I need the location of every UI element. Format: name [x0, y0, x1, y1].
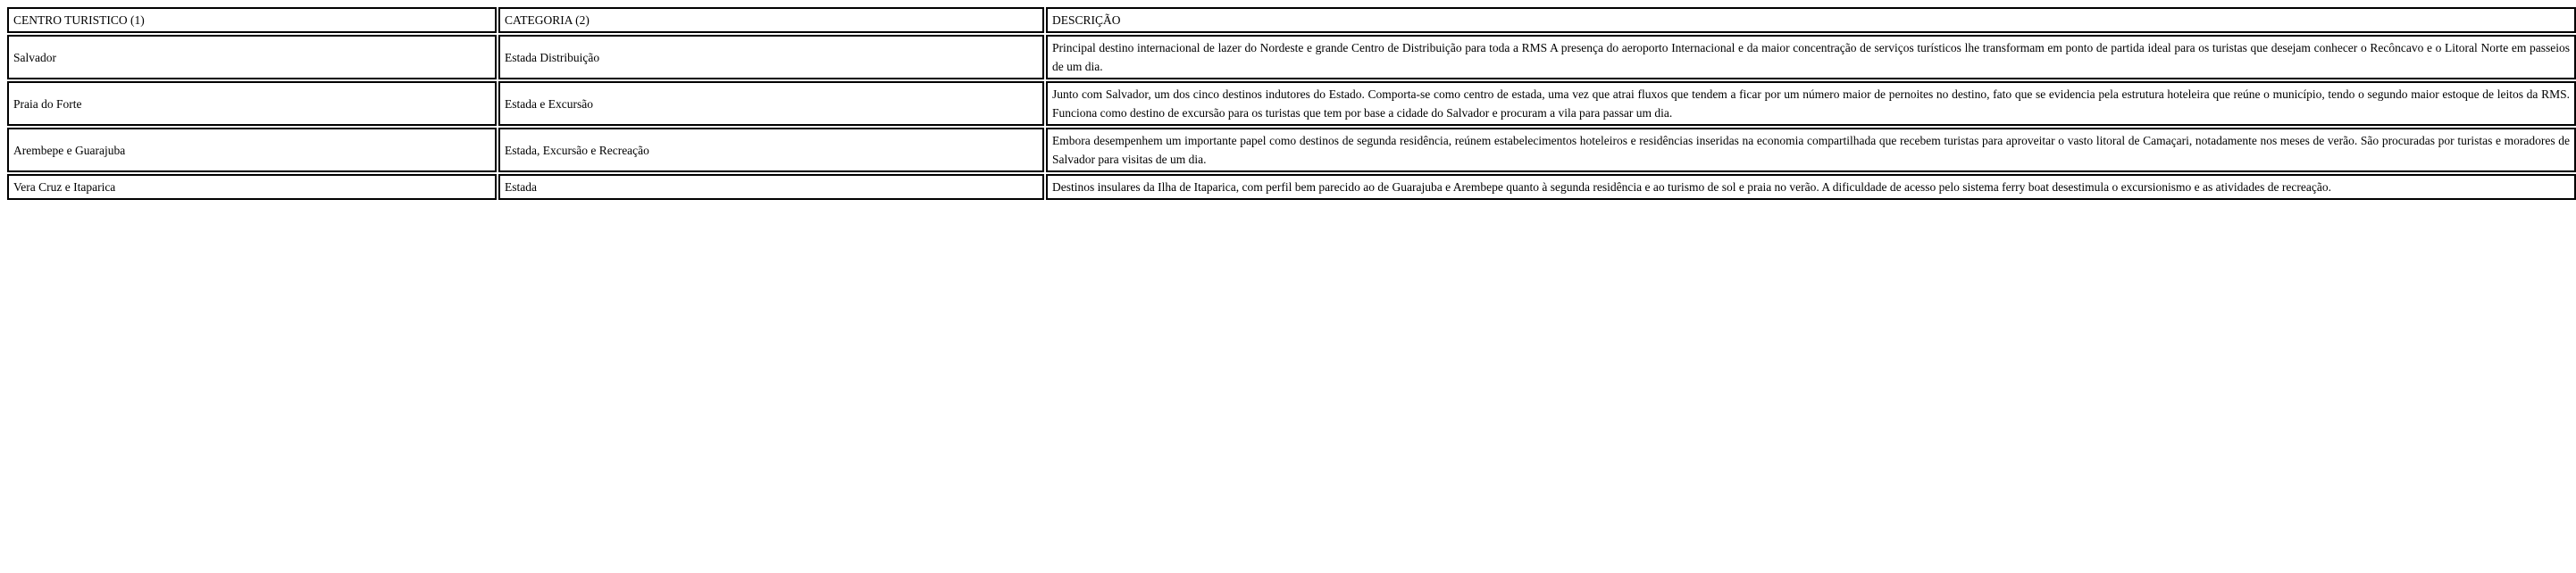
table-row — [7, 35, 2576, 79]
cell-categoria: Estada Distribuição — [498, 35, 1044, 79]
header-cell-centro: CENTRO TURISTICO (1) — [7, 7, 497, 33]
cell-categoria: Estada — [498, 174, 1044, 200]
table-row — [7, 174, 2576, 200]
cell-centro: Vera Cruz e Itaparica — [7, 174, 497, 200]
table-row — [7, 128, 2576, 172]
cell-centro: Praia do Forte — [7, 81, 497, 126]
cell-descricao: Destinos insulares da Ilha de Itaparica, com perfil bem parecido ao de Guarajuba e Arembepe quanto à segunda residência e ao turismo de sol e praia no verão. A dificuldade de acesso pelo sistema ferry boat desestimula o excursionismo e as atividades de recreação. — [1046, 174, 2576, 200]
cell-descricao: Embora desempenhem um importante papel como destinos de segunda residência, reúnem estabelecimentos hoteleiros e residências inseridas na economia compartilhada que recebem turistas para aproveitar o vasto litoral de Camaçari, notadamente nos meses de verão. São procuradas por turistas e moradores de Salvador para visitas de um dia. — [1046, 128, 2576, 172]
cell-categoria: Estada e Excursão — [498, 81, 1044, 126]
cell-descricao: Principal destino internacional de lazer do Nordeste e grande Centro de Distribuição para toda a RMS A presença do aeroporto Internacional e da maior concentração de serviços turísticos lhe transformam em ponto de partida ideal para os turistas que desejam conhecer o Recôncavo e o Litoral Norte em passeios de um dia. — [1046, 35, 2576, 79]
cell-categoria: Estada, Excursão e Recreação — [498, 128, 1044, 172]
header-row — [7, 7, 2576, 33]
cell-centro: Arembepe e Guarajuba — [7, 128, 497, 172]
table-row — [7, 81, 2576, 126]
cell-descricao: Junto com Salvador, um dos cinco destinos indutores do Estado. Comporta-se como centro de estada, uma vez que atrai fluxos que tendem a ficar por um número maior de pernoites no destino, fato que se evidencia pela estrutura hoteleira que reúne o município, tendo o segundo maior estoque de leitos da RMS. Funciona como destino de excursão para os turistas que tem por base a cidade do Salvador e procuram a vila para passar um dia. — [1046, 81, 2576, 126]
header-cell-categoria: CATEGORIA (2) — [498, 7, 1044, 33]
header-cell-descricao: DESCRIÇÃO — [1046, 7, 2576, 33]
tourism-centers-table — [5, 5, 2576, 202]
cell-centro: Salvador — [7, 35, 497, 79]
